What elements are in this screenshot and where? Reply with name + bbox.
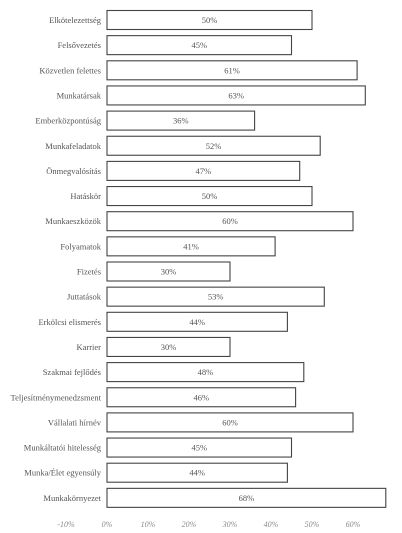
category-label: Hatáskör: [70, 191, 101, 202]
bar-value-label: 45%: [191, 442, 208, 453]
x-tick-label: 60%: [345, 520, 361, 529]
category-label: Folyamatok: [60, 241, 101, 252]
category-label: Elkötelezettség: [49, 15, 101, 25]
category-label: Munkatársak: [56, 90, 101, 101]
bar-value-label: 48%: [197, 367, 214, 378]
category-label: Önmegvalósítás: [46, 165, 101, 176]
bar-value-label: 50%: [201, 15, 218, 25]
bar-value-label: 45%: [191, 40, 208, 51]
bars: [107, 11, 386, 508]
category-label: Teljesítménymenedzsment: [10, 392, 101, 403]
category-label: Szakmai fejlődés: [42, 367, 101, 378]
bar-value-label: 60%: [222, 216, 238, 227]
bar-value-label: 30%: [160, 341, 177, 352]
bar-value-label: 50%: [201, 191, 218, 202]
bar-value-label: 30%: [160, 266, 177, 277]
x-tick-label: 30%: [222, 520, 238, 529]
x-tick-label: 0%: [101, 520, 113, 529]
bar-value-label: 46%: [193, 392, 210, 403]
bar-value-label: 44%: [189, 467, 205, 478]
category-label: Erkölcsi elismerés: [38, 316, 101, 327]
x-tick-label: -10%: [57, 520, 75, 529]
category-labels: [10, 15, 101, 503]
category-label: Vállalati hírnév: [47, 417, 101, 428]
bar-value-label: 36%: [173, 115, 189, 126]
category-label: Munka/Élet egyensúly: [24, 467, 101, 478]
x-tick-label: 50%: [304, 520, 320, 529]
category-label: Munkaeszközök: [45, 216, 101, 227]
category-label: Munkafeladatok: [45, 140, 101, 151]
category-label: Felsővezetés: [57, 40, 101, 51]
bar-value-label: 41%: [183, 241, 199, 252]
x-tick-label: 10%: [140, 520, 156, 529]
category-label: Karrier: [76, 341, 101, 352]
category-label: Emberközpontúság: [35, 115, 101, 126]
bar-value-label: 61%: [224, 65, 240, 76]
bar-value-label: 53%: [207, 291, 224, 302]
x-axis-ticks: [57, 520, 360, 529]
bar-value-label: 44%: [189, 316, 205, 327]
bar-value-label: 68%: [238, 492, 255, 503]
bar-value-label: 60%: [222, 417, 238, 428]
x-tick-label: 20%: [181, 520, 197, 529]
category-label: Közvetlen felettes: [39, 65, 101, 76]
bar-value-label: 63%: [228, 90, 244, 101]
category-label: Juttatások: [67, 291, 101, 302]
category-label: Munkáltatói hitelesség: [23, 442, 101, 453]
bar-value-label: 47%: [195, 165, 212, 176]
x-tick-label: 40%: [263, 520, 279, 529]
category-label: Fizetés: [76, 266, 101, 277]
bar-value-label: 52%: [205, 140, 222, 151]
category-label: Munkakörnyezet: [43, 492, 101, 503]
